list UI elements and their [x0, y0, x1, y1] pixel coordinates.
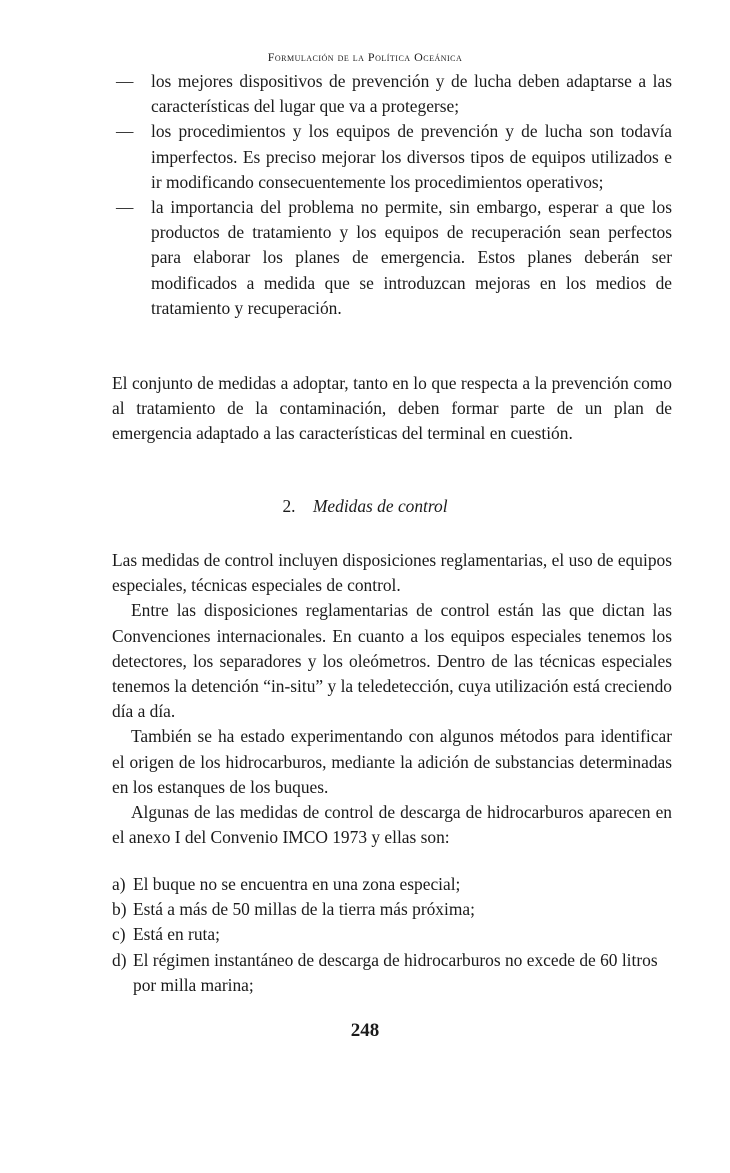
dash-mark: —: [116, 121, 134, 142]
list-marker: b): [112, 899, 127, 920]
running-header: Formulación de la Política Oceánica: [267, 50, 463, 64]
dash-item: [112, 119, 672, 195]
list-marker: c): [112, 924, 126, 945]
section-title: Medidas de control: [312, 496, 448, 516]
list-item: [112, 948, 672, 998]
paragraph: Las medidas de control incluyen disposiciones reglamentarias, el uso de equipos especiales, técnicas especiales de control.: [112, 550, 672, 596]
list-item-text: Está a más de 50 millas de la tierra más próxima;: [133, 899, 475, 920]
paragraph: También se ha estado experimentando con algunos métodos para identificar el origen de los hidrocarburos, mediante la adición de substancias determinadas en los estanques de los buques.: [112, 726, 672, 797]
list-item-text: Está en ruta;: [133, 924, 220, 945]
paragraph: El conjunto de medidas a adoptar, tanto en lo que respecta a la prevención como al tratamiento de la contaminación, deben formar parte de un plan de emergencia adaptado a las características del terminal en cuestión.: [112, 373, 672, 444]
list-item: [112, 922, 672, 947]
dash-item-text: la importancia del problema no permite, sin embargo, esperar a que los productos de tratamiento y los equipos de recuperación sean perfectos para elaborar los planes de emergencia. Estos planes deberán ser modificados a medida que se introduzcan mejoras en los medios de tratamiento y recuperación.: [151, 197, 672, 318]
section-heading: [0, 496, 730, 517]
dash-item: [112, 195, 672, 321]
dash-item-text: los mejores dispositivos de prevención y de lucha deben adaptarse a las características del lugar que va a protegerse;: [151, 71, 672, 117]
paragraph: Algunas de las medidas de control de descarga de hidrocarburos aparecen en el anexo I del Convenio IMCO 1973 y ellas son:: [112, 802, 672, 848]
list-marker: a): [112, 874, 126, 894]
paragraph-block: [112, 371, 672, 447]
lettered-list: [112, 872, 672, 998]
dash-mark: —: [116, 197, 134, 218]
dash-list: [112, 69, 672, 321]
paragraph: Entre las disposiciones reglamentarias de control están las que dictan las Convenciones internacionales. En cuanto a los equipos especiales tenemos los detectores, los separadores y los oleómetros. Dentro de las técnicas especiales tenemos la detención “in-situ” y la teledetección, cuya utilización está creciendo día a día.: [112, 600, 672, 722]
list-marker: d): [112, 949, 127, 970]
dash-mark: —: [116, 71, 134, 91]
section-body: [112, 548, 672, 850]
list-item: [112, 897, 672, 922]
list-item-text: El buque no se encuentra en una zona especial;: [133, 874, 461, 894]
section-number: 2.: [282, 496, 296, 516]
list-item: [112, 872, 672, 897]
dash-item-text: los procedimientos y los equipos de prevención y de lucha son todavía imperfectos. Es preciso mejorar los diversos tipos de equipos utilizados e ir modificando consecuentemente los procedimientos operativos;: [151, 121, 672, 192]
page-number: 248: [350, 1020, 380, 1041]
dash-item: [112, 69, 672, 119]
list-item-text: El régimen instantáneo de descarga de hidrocarburos no excede de 60 litros por milla marina;: [133, 949, 658, 995]
